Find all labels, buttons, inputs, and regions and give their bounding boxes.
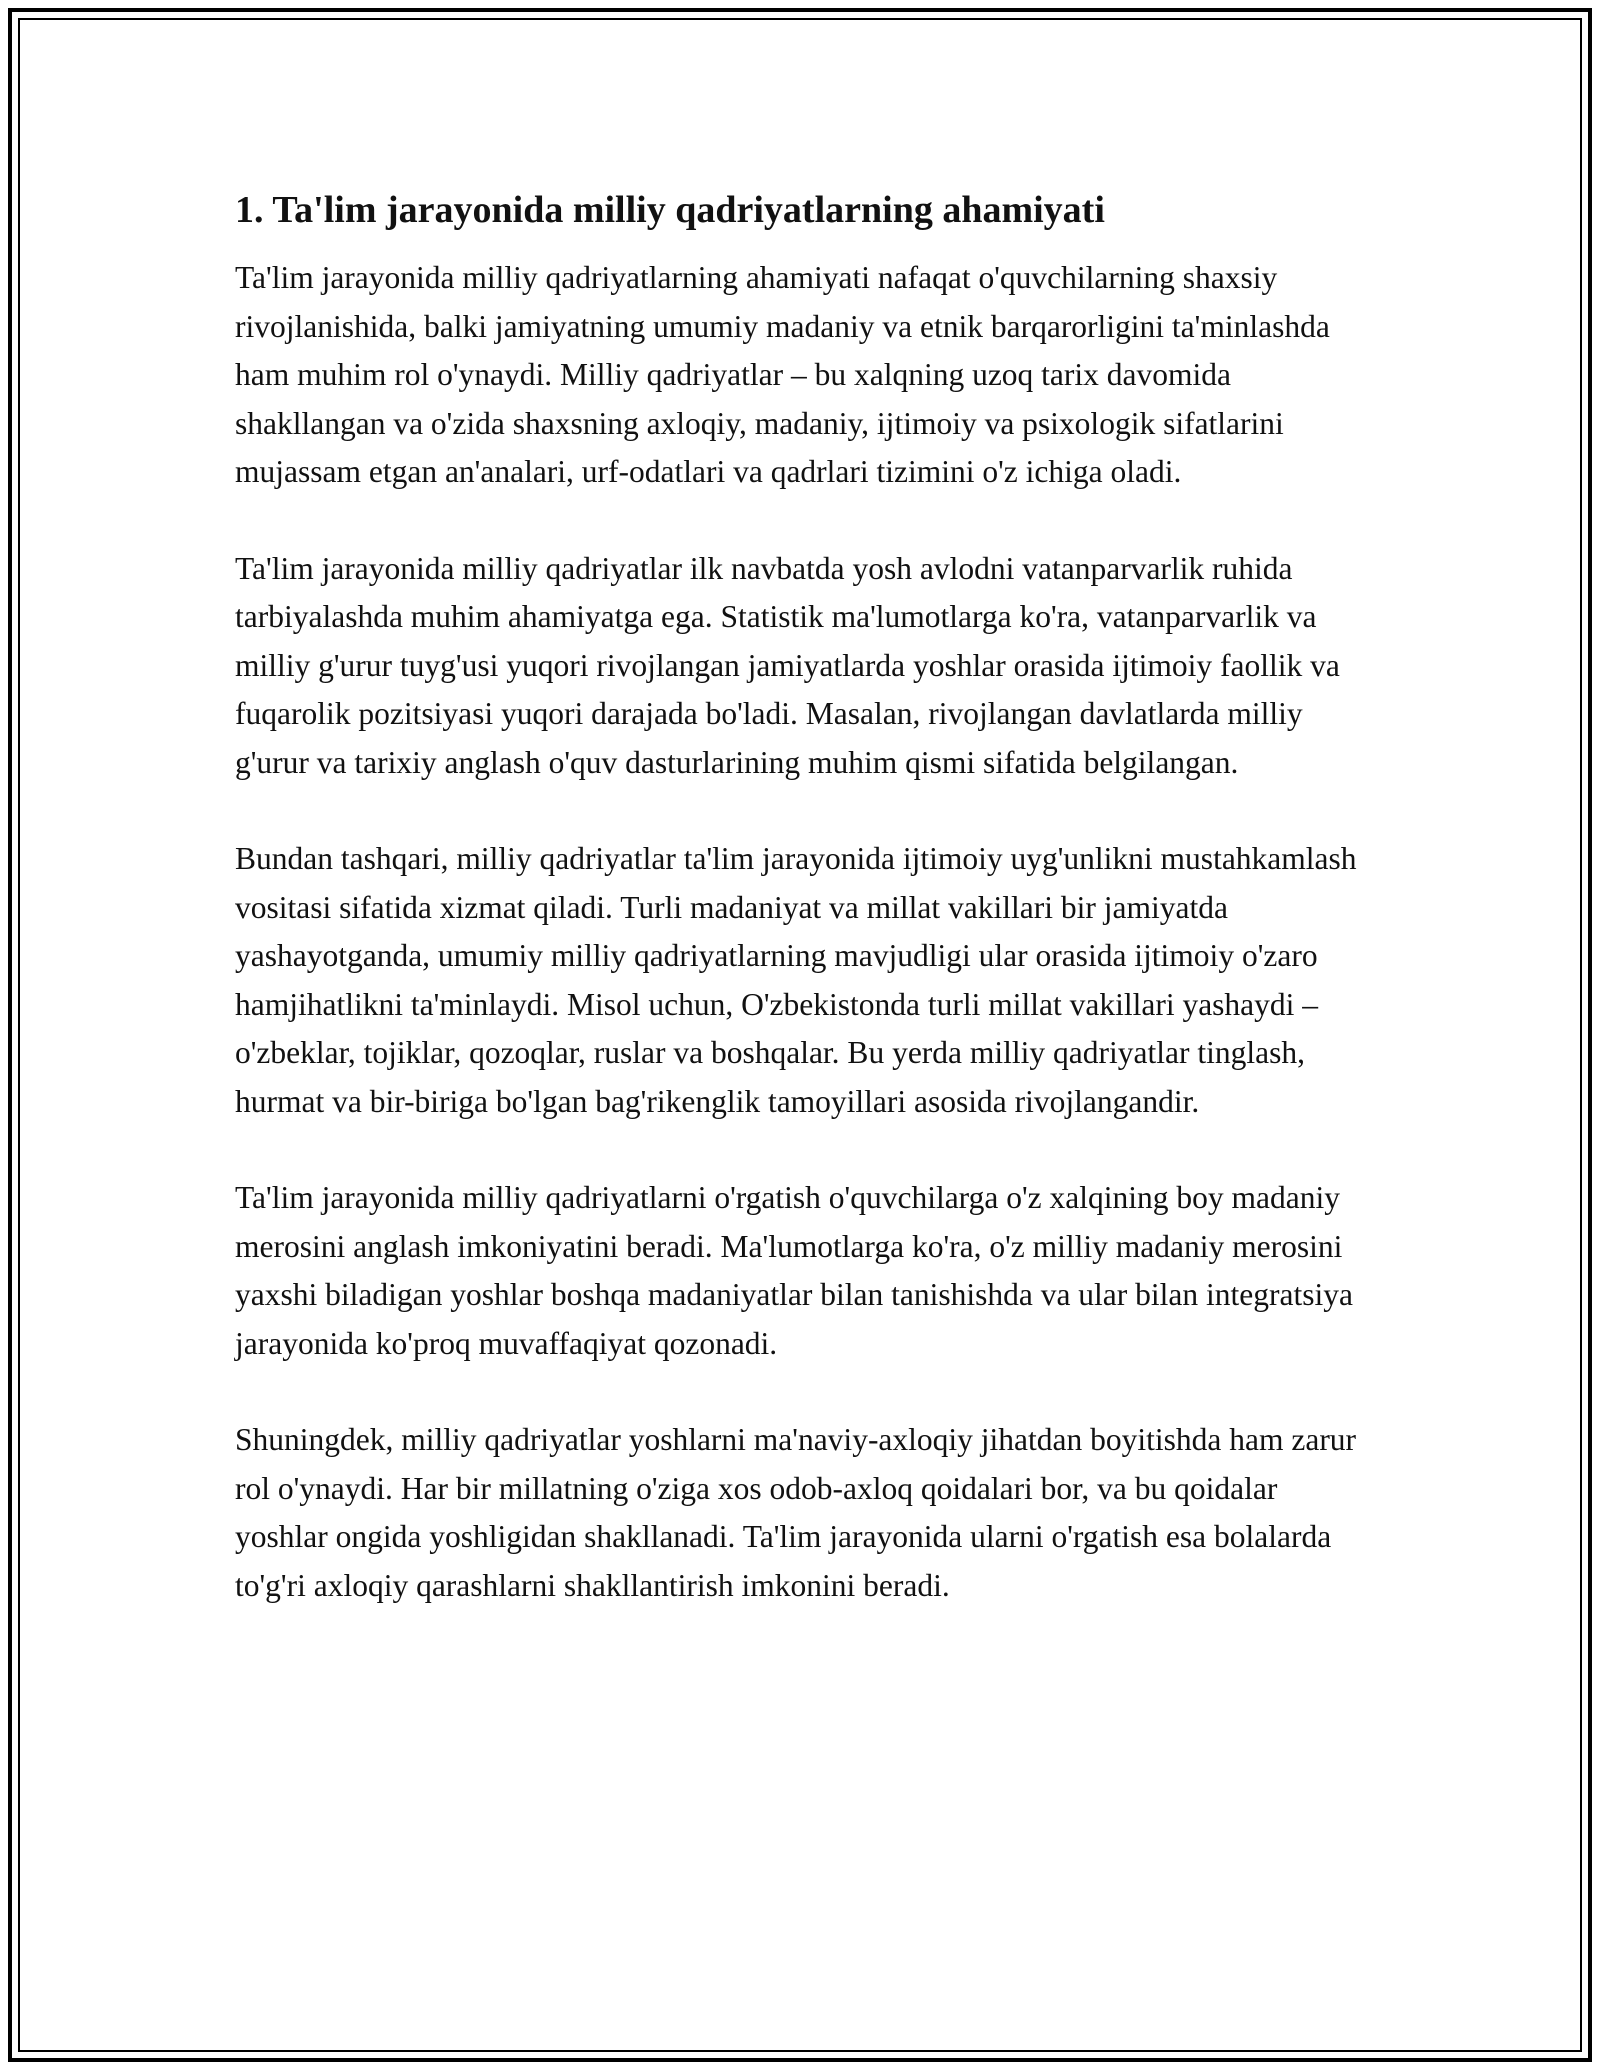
paragraph-3: Bundan tashqari, milliy qadriyatlar ta'lim jarayonida ijtimoiy uyg'unlikni mustahkamlash vositasi sifatida xizmat qiladi. Turli madaniyat va millat vakillari bir jamiyatda yashayotganda, umumiy milliy qadriyatlarning mavjudligi ular orasida ijtimoiy o'zaro hamjihatlikni ta'minlaydi. Misol uchun, O'zbekistonda turli millat vakillari yashaydi – o'zbeklar, tojiklar, qozoqlar, ruslar va boshqalar. Bu yerda milliy qadriyatlar tinglash, hurmat va bir-biriga bo'lgan bag'rikenglik tamoyillari asosida rivojlangandir. <box>235 841 1357 1119</box>
paragraph-4: Ta'lim jarayonida milliy qadriyatlarni o'rgatish o'quvchilarga o'z xalqining boy madaniy merosini anglash imkoniyatini beradi. Ma'lumotlarga ko'ra, o'z milliy madaniy merosini yaxshi biladigan yoshlar boshqa madaniyatlar bilan tanishishda va ular bilan integratsiya jarayonida ko'proq muvaffaqiyat qozonadi. <box>235 1180 1353 1361</box>
paragraph-2: Ta'lim jarayonida milliy qadriyatlar ilk navbatda yosh avlodni vatanparvarlik ruhida tarbiyalashda muhim ahamiyatga ega. Statistik ma'lumotlarga ko'ra, vatanparvarlik va milliy g'urur tuyg'usi yuqori rivojlangan jamiyatlarda yoshlar orasida ijtimoiy faollik va fuqarolik pozitsiyasi yuqori darajada bo'ladi. Masalan, rivojlangan davlatlarda milliy g'urur va tarixiy anglash o'quv dasturlarining muhim qismi sifatida belgilangan. <box>235 550 1340 780</box>
paragraph-5: Shuningdek, milliy qadriyatlar yoshlarni ma'naviy-axloqiy jihatdan boyitishda ham zarur rol o'ynaydi. Har bir millatning o'ziga xos odob-axloq qoidalari bor, va bu qoidalar yoshlar ongida yoshligidan shakllanadi. Ta'lim jarayonida ularni o'rgatish esa bolalarda to'g'ri axloqiy qarashlarni shakllantirish imkonini beradi. <box>235 1422 1357 1603</box>
section-heading: 1. Ta'lim jarayonida milliy qadriyatlarning ahamiyati <box>235 189 1105 231</box>
document-body <box>235 185 1375 1658</box>
paragraph-1: Ta'lim jarayonida milliy qadriyatlarning ahamiyati nafaqat o'quvchilarning shaxsiy rivojlanishida, balki jamiyatning umumiy madaniy va etnik barqarorligini ta'minlashda ham muhim rol o'ynaydi. Milliy qadriyatlar – bu xalqning uzoq tarix davomida shakllangan va o'zida shaxsning axloqiy, madaniy, ijtimoiy va psixologik sifatlarini mujassam etgan an'analari, urf-odatlari va qadrlari tizimini o'z ichiga oladi. <box>235 260 1330 490</box>
